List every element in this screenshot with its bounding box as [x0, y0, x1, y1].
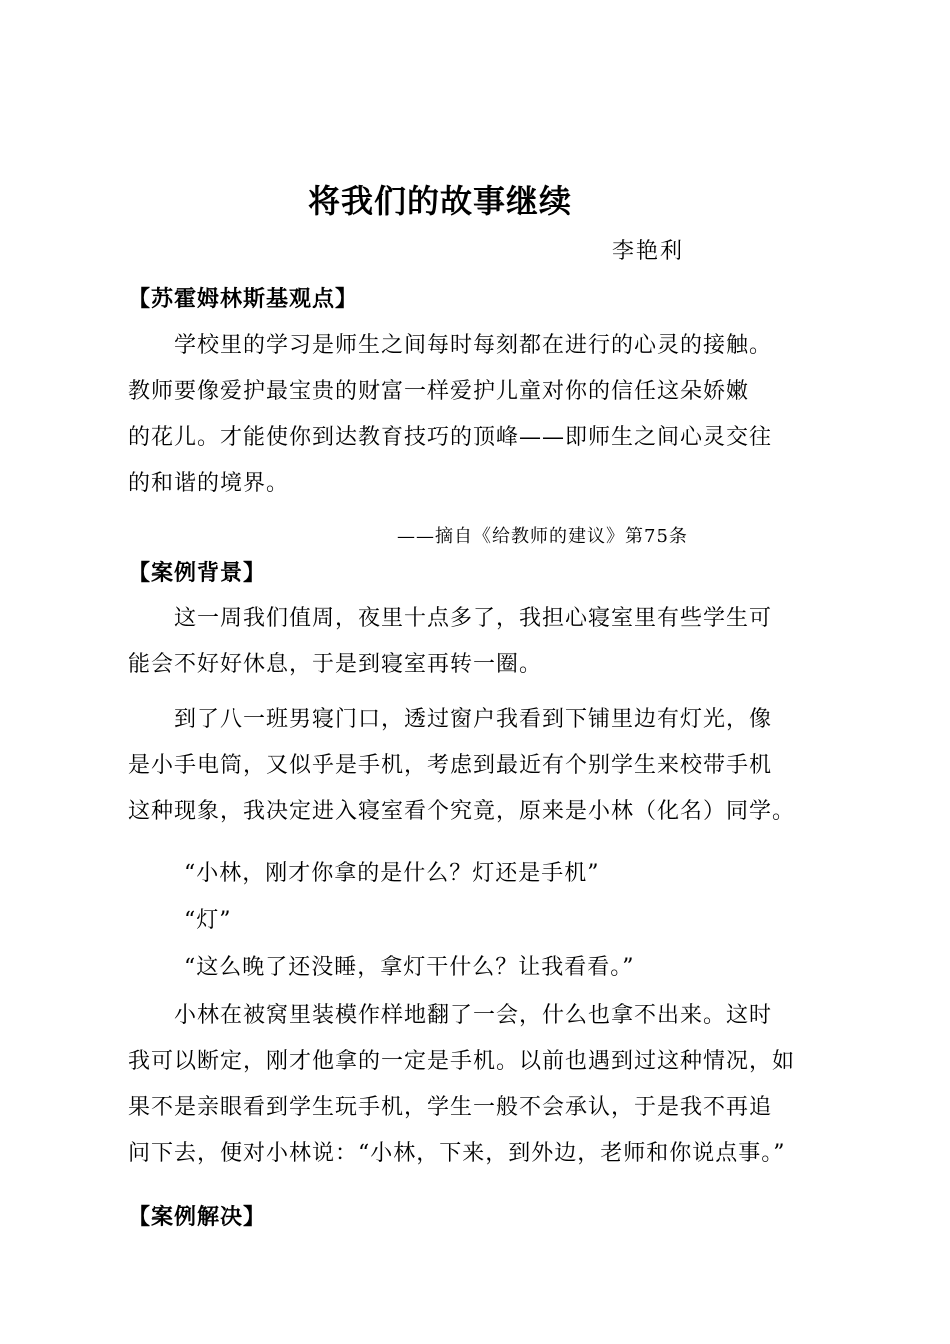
- dialog-line: “灯”: [184, 908, 232, 933]
- section-heading-viewpoint: 【苏霍姆林斯基观点】: [128, 287, 359, 312]
- section-heading-background: 【案例背景】: [128, 561, 267, 586]
- text-line: 这一周我们值周，夜里十点多了，我担心寝室里有些学生可: [128, 606, 773, 631]
- author-name: 李艳利: [612, 239, 685, 264]
- section-heading-resolution: 【案例解决】: [128, 1205, 267, 1230]
- text-line: 教师要像爱护最宝贵的财富一样爱护儿童对你的信任这朵娇嫩: [128, 379, 750, 404]
- text-line: 的花儿。才能使你到达教育技巧的顶峰——即师生之间心灵交往: [128, 425, 773, 450]
- text-line: 学校里的学习是师生之间每时每刻都在进行的心灵的接触。: [128, 333, 773, 358]
- background-paragraph-3: [128, 993, 848, 1177]
- text-line: 是小手电筒，又似乎是手机，考虑到最近有个别学生来校带手机: [128, 753, 773, 778]
- text-line: 到了八一班男寝门口，透过窗户我看到下铺里边有灯光，像: [128, 707, 773, 732]
- text-line: 的和谐的境界。: [128, 471, 290, 496]
- quote-source: ——摘自《给教师的建议》第75条: [397, 526, 688, 547]
- dialog-line: “这么晚了还没睡，拿灯干什么？让我看看。”: [184, 955, 635, 980]
- text-line: 果不是亲眼看到学生玩手机，学生一般不会承认，于是我不再追: [128, 1095, 773, 1120]
- text-line: 我可以断定，刚才他拿的一定是手机。以前也遇到过这种情况，如: [128, 1049, 796, 1074]
- text-line: 小林在被窝里装模作样地翻了一会，什么也拿不出来。这时: [128, 1003, 773, 1028]
- background-paragraph-2: [128, 697, 848, 835]
- background-paragraph-1: [128, 596, 848, 688]
- text-line: 能会不好好休息，于是到寝室再转一圈。: [128, 652, 543, 677]
- dialog-line: “小林，刚才你拿的是什么？灯还是手机”: [184, 861, 600, 886]
- text-line: 问下去，便对小林说：“小林，下来，到外边，老师和你说点事。”: [128, 1141, 786, 1166]
- text-line: 这种现象，我决定进入寝室看个究竟，原来是小林（化名）同学。: [128, 799, 796, 824]
- viewpoint-paragraph: [128, 323, 848, 507]
- document-title: 将我们的故事继续: [307, 182, 572, 220]
